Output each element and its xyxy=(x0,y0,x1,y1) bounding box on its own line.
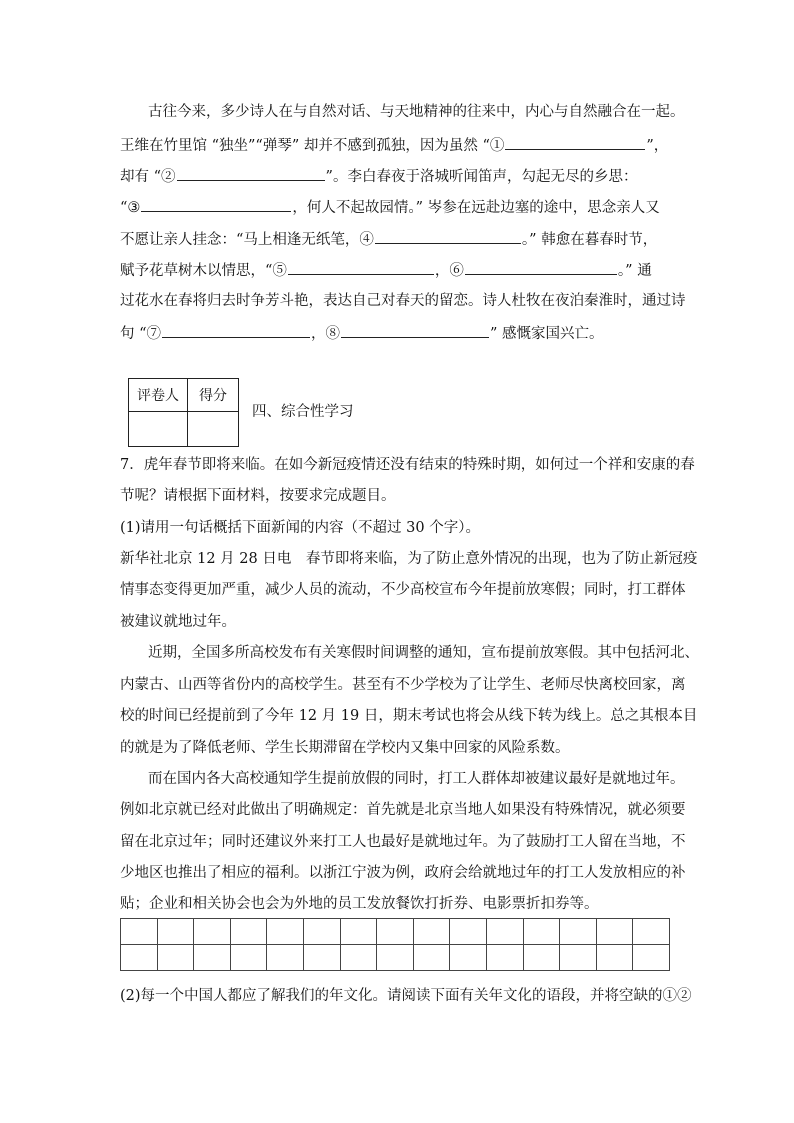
grader-label: 评卷人 xyxy=(129,379,188,412)
poem-text: 。” 通 xyxy=(617,263,652,279)
grader-cell[interactable] xyxy=(129,412,188,447)
grid-cell[interactable] xyxy=(633,919,670,945)
grid-cell[interactable] xyxy=(230,919,267,945)
answer-grid[interactable] xyxy=(120,918,670,971)
answer-blank-5[interactable] xyxy=(288,259,434,275)
news-p3-line-3: 留在北京过年；同时还建议外来打工人也最好是就地过年。为了鼓励打工人留在当地，不 xyxy=(120,834,686,850)
grid-cell[interactable] xyxy=(157,945,194,971)
grid-cell[interactable] xyxy=(486,945,523,971)
grid-cell[interactable] xyxy=(303,919,340,945)
news-p2-line-4: 的就是为了降低老师、学生长期滞留在学校内又集中回家的风险系数。 xyxy=(120,740,570,756)
poem-line-4 xyxy=(120,196,680,218)
news-p3-line-5: 贴；企业和相关协会也会为外地的员工发放餐饮打折券、电影票折扣券等。 xyxy=(120,896,599,912)
grid-cell[interactable] xyxy=(560,945,597,971)
poem-text: ，⑥ xyxy=(434,263,464,279)
question-7-line-1: 7．虎年春节即将来临。在如今新冠疫情还没有结束的特殊时期，如何过一个祥和安康的春 xyxy=(120,457,695,473)
section-title: 四、综合性学习 xyxy=(252,404,354,420)
poem-line-8 xyxy=(120,322,680,344)
news-p2-line-2: 内蒙古、山西等省份内的高校学生。甚至有不少学校为了让学生、老师尽快离校回家，离 xyxy=(120,677,686,693)
poem-line-5 xyxy=(120,228,680,250)
answer-blank-6[interactable] xyxy=(465,259,617,275)
grid-cell[interactable] xyxy=(450,919,487,945)
grid-cell[interactable] xyxy=(121,945,158,971)
poem-text: 不愿让亲人挂念：“马上相逢无纸笔，④ xyxy=(120,232,374,248)
grid-cell[interactable] xyxy=(413,945,450,971)
poem-text: ”， xyxy=(646,138,669,154)
news-p3-line-1: 而在国内各大高校通知学生提前放假的同时，打工人群体却被建议最好是就地过年。 xyxy=(148,771,685,787)
answer-blank-7[interactable] xyxy=(162,322,310,338)
grid-cell[interactable] xyxy=(121,919,158,945)
question-7-line-2: 节呢？请根据下面材料，按要求完成题目。 xyxy=(120,488,396,504)
news-p3-line-4: 少地区也推出了相应的福利。以浙江宁波为例，政府会给就地过年的打工人发放相应的补 xyxy=(120,865,686,881)
grid-cell[interactable] xyxy=(523,919,560,945)
grid-cell[interactable] xyxy=(596,945,633,971)
news-p2-line-1: 近期，全国多所高校发布有关寒假时间调整的通知，宣布提前放寒假。其中包括河北、 xyxy=(148,645,699,661)
grid-cell[interactable] xyxy=(377,945,414,971)
grid-cell[interactable] xyxy=(596,919,633,945)
grid-cell[interactable] xyxy=(340,919,377,945)
poem-line-3 xyxy=(120,165,680,187)
score-cell[interactable] xyxy=(188,412,239,447)
grid-cell[interactable] xyxy=(413,919,450,945)
grid-cell[interactable] xyxy=(230,945,267,971)
news-p1-line-3: 被建议就地过年。 xyxy=(120,614,236,630)
poem-text: ” 感慨家国兴亡。 xyxy=(490,326,604,342)
answer-blank-2[interactable] xyxy=(177,165,325,181)
poem-line-7: 过花水在春将归去时争芳斗艳，表达自己对春天的留恋。诗人杜牧在夜泊秦淮时，通过诗 xyxy=(120,293,686,309)
answer-grid-row xyxy=(121,919,670,945)
grid-cell[interactable] xyxy=(303,945,340,971)
poem-text: ，何人不起故园情。” 岑参在远赴边塞的途中，思念亲人又 xyxy=(292,200,660,216)
poem-text: 却有 “② xyxy=(120,169,176,185)
answer-blank-4[interactable] xyxy=(375,228,521,244)
poem-text: ”。李白春夜于洛城听闻笛声，勾起无尽的乡思： xyxy=(325,169,638,185)
grid-cell[interactable] xyxy=(194,919,231,945)
poem-text: 王维在竹里馆 “独坐”“弹琴” 却并不感到孤独，因为虽然 “① xyxy=(120,138,505,154)
poem-text: ，⑧ xyxy=(311,326,341,342)
answer-blank-8[interactable] xyxy=(341,322,489,338)
poem-line-1: 古往今来，多少诗人在与自然对话、与天地精神的往来中，内心与自然融合在一起。 xyxy=(148,104,685,120)
grid-cell[interactable] xyxy=(633,945,670,971)
poem-line-6 xyxy=(120,259,680,281)
answer-blank-3[interactable] xyxy=(141,196,291,212)
poem-text: 赋予花草树木以情思，“⑤ xyxy=(120,263,287,279)
grid-cell[interactable] xyxy=(340,945,377,971)
grid-cell[interactable] xyxy=(560,919,597,945)
poem-line-2 xyxy=(120,134,680,156)
grid-cell[interactable] xyxy=(377,919,414,945)
poem-text: 。” 韩愈在暮春时节， xyxy=(521,232,658,248)
grid-cell[interactable] xyxy=(267,945,304,971)
poem-text: “③ xyxy=(120,200,141,216)
grid-cell[interactable] xyxy=(194,945,231,971)
question-7-sub-1: (1)请用一句话概括下面新闻的内容（不超过 30 个字）。 xyxy=(120,520,480,536)
answer-blank-1[interactable] xyxy=(505,134,645,150)
news-p1-line-2: 情事态变得更加严重，减少人员的流动，不少高校宣布今年提前放寒假；同时，打工群体 xyxy=(120,582,686,598)
grid-cell[interactable] xyxy=(267,919,304,945)
news-p3-line-2: 例如北京就已经对此做出了明确规定：首先就是北京当地人如果没有特殊情况，就必须要 xyxy=(120,802,686,818)
grid-cell[interactable] xyxy=(157,919,194,945)
answer-grid-row xyxy=(121,945,670,971)
news-p1-line-1: 新华社北京 12 月 28 日电 春节即将来临，为了防止意外情况的出现，也为了防止新冠疫 xyxy=(120,551,698,567)
score-label: 得分 xyxy=(188,379,239,412)
grid-cell[interactable] xyxy=(450,945,487,971)
score-box xyxy=(128,378,239,447)
news-p2-line-3: 校的时间已经提前到了今年 12 月 19 日，期末考试也将会从线下转为线上。总之其根本目 xyxy=(120,708,698,724)
grid-cell[interactable] xyxy=(486,919,523,945)
grid-cell[interactable] xyxy=(523,945,560,971)
question-7-sub-2: (2)每一个中国人都应了解我们的年文化。请阅读下面有关年文化的语段，并将空缺的①② xyxy=(120,988,692,1004)
poem-text: 句 “⑦ xyxy=(120,326,162,342)
